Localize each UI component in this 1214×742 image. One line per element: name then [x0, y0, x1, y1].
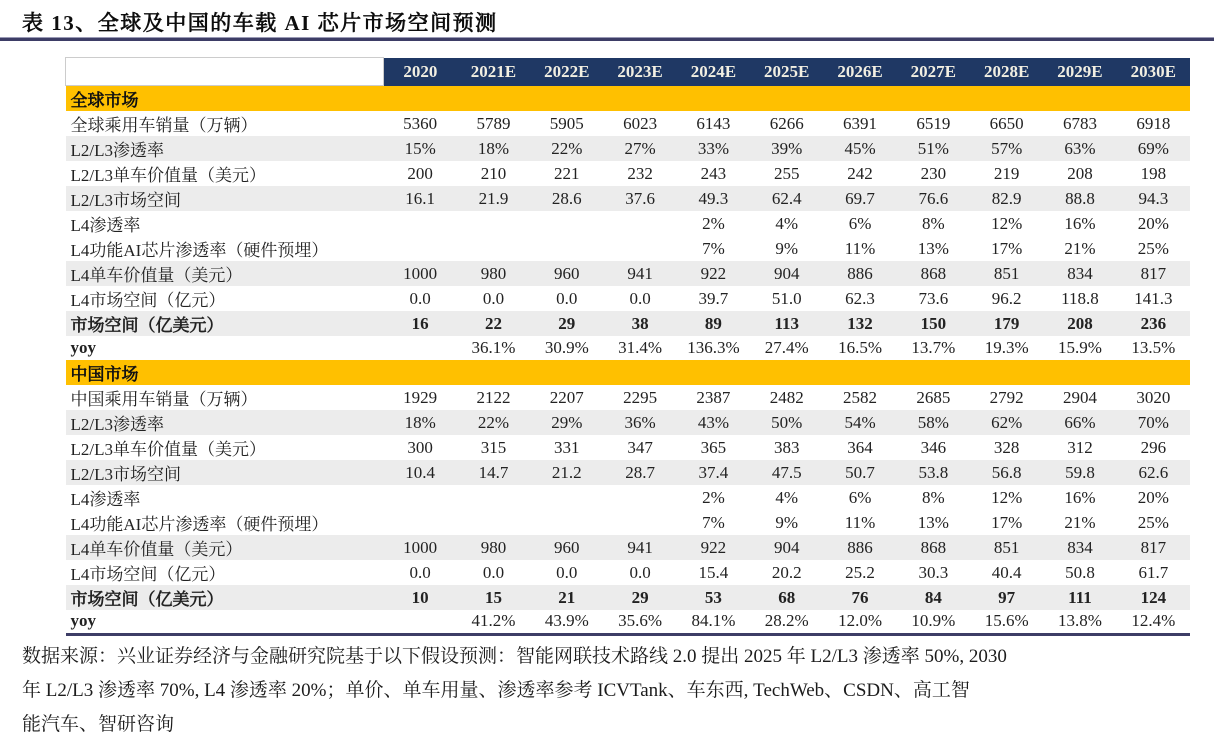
table-row — [66, 286, 1191, 311]
row-label: L4渗透率 — [70, 490, 141, 509]
cell-value: 25% — [1137, 512, 1169, 532]
cell-value: 2482 — [769, 387, 804, 407]
cell-value — [530, 510, 603, 535]
cell-value: 4% — [775, 487, 799, 507]
cell-value: 21.2 — [530, 460, 603, 485]
table-row — [66, 610, 1191, 634]
cell-value: 27% — [603, 136, 676, 161]
section-title: 中国市场 — [66, 360, 1191, 385]
row-label: L4功能AI芯片渗透率（硬件预埋） — [70, 515, 329, 534]
cell-value: 59.8 — [1043, 460, 1116, 485]
row-label: L4单车价值量（美元） — [66, 261, 384, 286]
cell-value: 1000 — [384, 261, 457, 286]
source-line: 能汽车、智研咨询 — [22, 714, 175, 735]
cell-value: 20% — [1137, 213, 1169, 233]
row-label: 全球乘用车销量（万辆） — [70, 116, 258, 135]
cell-value: 25% — [1137, 238, 1169, 258]
cell-value: 28.2% — [764, 611, 809, 631]
cell-value: 2295 — [623, 387, 658, 407]
cell-value: 331 — [554, 437, 580, 457]
cell-value: 8% — [922, 213, 945, 233]
cell-value: 6783 — [1062, 113, 1097, 133]
cell-value: 0.0 — [482, 288, 505, 308]
cell-value: 12.0% — [838, 611, 882, 631]
row-label: L4单车价值量（美元） — [66, 535, 384, 560]
row-label: 市场空间（亿美元） — [66, 585, 384, 610]
table-row — [66, 136, 1191, 161]
table-title: 表 13、全球及中国的车载 AI 芯片市场空间预测 — [22, 11, 498, 35]
cell-value: 29 — [530, 311, 603, 336]
cell-value: 834 — [1043, 535, 1116, 560]
cell-value: 63% — [1043, 136, 1116, 161]
cell-value — [384, 510, 457, 535]
table-row — [66, 111, 1191, 136]
cell-value: 296 — [1140, 437, 1167, 457]
row-label: L2/L3市场空间 — [66, 186, 384, 211]
cell-value: 0.0 — [409, 562, 431, 582]
table-body — [66, 86, 1191, 635]
cell-value: 76 — [823, 585, 896, 610]
source-line: 数据来源：兴业证券经济与金融研究院基于以下假设预测：智能网联技术路线 2.0 提出 2025 年 L2/L3 渗透率 50%, 2030 — [22, 646, 1007, 667]
row-label: 市场空间（亿美元） — [66, 311, 384, 336]
cell-value: 22% — [457, 410, 530, 435]
table-row — [66, 385, 1191, 410]
cell-value: 50% — [750, 410, 823, 435]
cell-value: 236 — [1117, 311, 1190, 336]
row-label: L2/L3渗透率 — [66, 410, 384, 435]
table-row — [66, 585, 1191, 610]
cell-value: 73.6 — [918, 288, 949, 308]
cell-value: 38 — [603, 311, 676, 336]
cell-value: 58% — [897, 410, 970, 435]
cell-value: 16% — [1064, 213, 1096, 233]
row-label: L4市场空间（亿元） — [70, 291, 226, 310]
cell-value: 851 — [970, 535, 1043, 560]
cell-value: 834 — [1043, 261, 1116, 286]
cell-value: 6143 — [696, 113, 731, 133]
cell-value: 2122 — [476, 387, 511, 407]
cell-value: 111 — [1043, 585, 1116, 610]
cell-value — [530, 211, 603, 236]
cell-value: 41.2% — [471, 611, 516, 631]
cell-value: 96.2 — [991, 288, 1022, 308]
cell-value: 0.0 — [556, 562, 578, 582]
cell-value: 25.2 — [845, 562, 875, 582]
cell-value: 904 — [750, 261, 823, 286]
cell-value: 84 — [897, 585, 970, 610]
cell-value: 0.0 — [556, 288, 578, 308]
cell-value: 15.4 — [698, 562, 729, 582]
cell-value: 62.6 — [1117, 460, 1190, 485]
cell-value: 365 — [700, 437, 727, 457]
cell-value: 51.0 — [771, 288, 802, 308]
column-header-2029e: 2029E — [1043, 58, 1116, 86]
title-rule — [0, 37, 1214, 41]
cell-value: 10.4 — [384, 460, 457, 485]
cell-value: 12% — [991, 213, 1023, 233]
cell-value — [457, 236, 530, 261]
row-label: L4功能AI芯片渗透率（硬件预埋） — [70, 241, 329, 260]
cell-value: 6391 — [843, 113, 878, 133]
cell-value: 20% — [1137, 487, 1169, 507]
cell-value: 980 — [457, 261, 530, 286]
table-row — [66, 311, 1191, 336]
cell-value: 62% — [970, 410, 1043, 435]
cell-value: 37.6 — [603, 186, 676, 211]
cell-value: 14.7 — [457, 460, 530, 485]
cell-value: 960 — [530, 261, 603, 286]
cell-value: 941 — [603, 535, 676, 560]
cell-value: 22% — [530, 136, 603, 161]
row-label: yoy — [70, 338, 96, 357]
cell-value: 12.4% — [1131, 611, 1176, 631]
cell-value: 960 — [530, 535, 603, 560]
cell-value: 13.8% — [1058, 611, 1102, 631]
cell-value: 7% — [702, 512, 725, 532]
cell-value: 10.9% — [911, 611, 956, 631]
cell-value: 20.2 — [771, 562, 802, 582]
row-label: L2/L3单车价值量（美元） — [70, 166, 266, 185]
cell-value: 17% — [991, 512, 1023, 532]
cell-value: 11% — [844, 512, 876, 532]
cell-value: 15.6% — [984, 611, 1029, 631]
cell-value: 346 — [920, 437, 947, 457]
cell-value: 13% — [917, 238, 949, 258]
cell-value: 118.8 — [1061, 288, 1099, 308]
row-label: L2/L3市场空间 — [66, 460, 384, 485]
cell-value: 9% — [775, 238, 799, 258]
source-line: 年 L2/L3 渗透率 70%, L4 渗透率 20%；单价、单车用量、渗透率参考 ICVTank、车东西, TechWeb、CSDN、高工智 — [22, 680, 970, 701]
cell-value — [457, 510, 530, 535]
cell-value — [384, 336, 457, 360]
cell-value: 4% — [775, 213, 799, 233]
cell-value: 312 — [1067, 437, 1093, 457]
cell-value: 347 — [627, 437, 653, 457]
cell-value: 886 — [823, 261, 896, 286]
column-header-2027e: 2027E — [897, 58, 970, 86]
cell-value: 35.6% — [618, 611, 663, 631]
cell-value: 200 — [407, 163, 433, 183]
cell-value: 28.7 — [603, 460, 676, 485]
cell-value: 12% — [991, 487, 1023, 507]
cell-value: 54% — [823, 410, 896, 435]
cell-value: 113 — [750, 311, 823, 336]
column-header-2025e: 2025E — [750, 58, 823, 86]
cell-value — [530, 485, 603, 510]
cell-value: 0.0 — [482, 562, 505, 582]
cell-value: 255 — [773, 163, 800, 183]
cell-value: 43% — [677, 410, 750, 435]
cell-value: 84.1% — [691, 611, 736, 631]
cell-value: 886 — [823, 535, 896, 560]
section-header-row — [66, 360, 1191, 385]
cell-value: 980 — [457, 535, 530, 560]
cell-value: 6023 — [623, 113, 658, 133]
cell-value: 2387 — [696, 387, 731, 407]
cell-value — [384, 485, 457, 510]
cell-value: 62.4 — [750, 186, 823, 211]
row-label: L4市场空间（亿元） — [70, 565, 226, 584]
cell-value: 364 — [847, 437, 873, 457]
cell-value: 6519 — [916, 113, 951, 133]
cell-value: 53 — [677, 585, 750, 610]
column-header-2030e: 2030E — [1117, 58, 1190, 86]
row-label: 中国乘用车销量（万辆） — [70, 390, 258, 409]
cell-value: 28.6 — [530, 186, 603, 211]
cell-value — [530, 236, 603, 261]
table-row — [66, 211, 1191, 236]
cell-value: 11% — [844, 238, 876, 258]
cell-value: 66% — [1043, 410, 1116, 435]
cell-value: 70% — [1117, 410, 1190, 435]
cell-value: 922 — [677, 535, 750, 560]
year-header-row — [66, 58, 1191, 86]
table-header — [66, 58, 1191, 86]
column-header-2024e: 2024E — [677, 58, 750, 86]
cell-value: 817 — [1117, 535, 1190, 560]
cell-value: 13% — [917, 512, 949, 532]
cell-value: 2% — [702, 213, 725, 233]
cell-value: 221 — [554, 163, 580, 183]
cell-value: 21% — [1064, 238, 1096, 258]
cell-value: 57% — [970, 136, 1043, 161]
table-row — [66, 435, 1191, 460]
cell-value: 76.6 — [897, 186, 970, 211]
cell-value — [384, 236, 457, 261]
cell-value: 21% — [1064, 512, 1096, 532]
cell-value: 13.7% — [911, 338, 956, 357]
cell-value: 9% — [775, 512, 799, 532]
cell-value: 15 — [457, 585, 530, 610]
cell-value: 868 — [897, 535, 970, 560]
cell-value: 5360 — [403, 113, 438, 133]
cell-value: 817 — [1117, 261, 1190, 286]
cell-value: 851 — [970, 261, 1043, 286]
cell-value: 15.9% — [1058, 338, 1102, 357]
cell-value: 21.9 — [457, 186, 530, 211]
cell-value: 232 — [627, 163, 653, 183]
table-row — [66, 460, 1191, 485]
cell-value — [603, 211, 676, 236]
cell-value: 69.7 — [823, 186, 896, 211]
section-header-row — [66, 86, 1191, 112]
column-header-2026e: 2026E — [823, 58, 896, 86]
cell-value: 150 — [897, 311, 970, 336]
cell-value: 51% — [897, 136, 970, 161]
cell-value: 50.8 — [1065, 562, 1095, 582]
table-row — [66, 236, 1191, 261]
cell-value: 243 — [700, 163, 727, 183]
cell-value: 10 — [384, 585, 457, 610]
forecast-table — [65, 57, 1190, 636]
cell-value: 198 — [1140, 163, 1167, 183]
cell-value: 39% — [750, 136, 823, 161]
cell-value: 868 — [897, 261, 970, 286]
cell-value: 2792 — [989, 387, 1024, 407]
cell-value: 300 — [407, 437, 433, 457]
row-label: yoy — [70, 611, 96, 631]
cell-value: 16.5% — [838, 338, 882, 357]
cell-value: 17% — [991, 238, 1023, 258]
cell-value: 68 — [750, 585, 823, 610]
cell-value: 37.4 — [677, 460, 750, 485]
cell-value — [603, 236, 676, 261]
cell-value: 45% — [823, 136, 896, 161]
cell-value: 36.1% — [471, 338, 516, 357]
cell-value: 53.8 — [897, 460, 970, 485]
row-label: L2/L3渗透率 — [66, 136, 384, 161]
cell-value: 47.5 — [750, 460, 823, 485]
cell-value: 922 — [677, 261, 750, 286]
cell-value: 208 — [1067, 163, 1093, 183]
cell-value: 36% — [603, 410, 676, 435]
cell-value: 7% — [702, 238, 725, 258]
cell-value: 18% — [384, 410, 457, 435]
cell-value: 210 — [480, 163, 507, 183]
cell-value: 315 — [480, 437, 507, 457]
table-row — [66, 336, 1191, 360]
cell-value: 6918 — [1136, 113, 1171, 133]
cell-value: 43.9% — [544, 611, 589, 631]
cell-value: 61.7 — [1138, 562, 1169, 582]
cell-value: 8% — [922, 487, 945, 507]
table-row — [66, 161, 1191, 186]
cell-value — [603, 510, 676, 535]
cell-value: 16% — [1064, 487, 1096, 507]
cell-value: 56.8 — [970, 460, 1043, 485]
cell-value: 1929 — [403, 387, 438, 407]
cell-value: 5905 — [549, 113, 584, 133]
cell-value: 21 — [530, 585, 603, 610]
cell-value: 132 — [823, 311, 896, 336]
cell-value: 0.0 — [629, 562, 651, 582]
cell-value: 2207 — [549, 387, 584, 407]
cell-value: 6% — [848, 487, 872, 507]
cell-value: 124 — [1117, 585, 1190, 610]
cell-value: 328 — [993, 437, 1020, 457]
cell-value: 15% — [384, 136, 457, 161]
cell-value: 16.1 — [384, 186, 457, 211]
table-row — [66, 261, 1191, 286]
cell-value: 30.9% — [544, 338, 589, 357]
table-row — [66, 535, 1191, 560]
cell-value: 2% — [702, 487, 725, 507]
cell-value — [603, 485, 676, 510]
column-header-2023e: 2023E — [603, 58, 676, 86]
cell-value — [457, 211, 530, 236]
cell-value: 50.7 — [823, 460, 896, 485]
cell-value — [384, 211, 457, 236]
table-row — [66, 510, 1191, 535]
cell-value: 16 — [384, 311, 457, 336]
cell-value: 3020 — [1136, 387, 1171, 407]
header-empty-cell — [66, 58, 384, 86]
cell-value: 6266 — [769, 113, 804, 133]
source-note — [22, 640, 1197, 742]
cell-value: 62.3 — [845, 288, 875, 308]
cell-value: 88.8 — [1043, 186, 1116, 211]
cell-value: 941 — [603, 261, 676, 286]
cell-value: 141.3 — [1134, 288, 1173, 308]
cell-value: 1000 — [384, 535, 457, 560]
row-label: L4渗透率 — [70, 216, 141, 235]
row-label: L2/L3单车价值量（美元） — [70, 440, 266, 459]
table-row — [66, 560, 1191, 585]
cell-value: 208 — [1043, 311, 1116, 336]
cell-value: 31.4% — [618, 338, 663, 357]
cell-value: 33% — [677, 136, 750, 161]
cell-value: 69% — [1117, 136, 1190, 161]
cell-value: 49.3 — [677, 186, 750, 211]
cell-value: 22 — [457, 311, 530, 336]
cell-value: 94.3 — [1117, 186, 1190, 211]
column-header-2021e: 2021E — [457, 58, 530, 86]
cell-value: 6650 — [989, 113, 1024, 133]
cell-value: 230 — [920, 163, 947, 183]
cell-value: 179 — [970, 311, 1043, 336]
cell-value: 82.9 — [970, 186, 1043, 211]
cell-value: 5789 — [476, 113, 511, 133]
cell-value: 19.3% — [984, 338, 1029, 357]
section-title: 全球市场 — [66, 86, 1191, 112]
cell-value: 13.5% — [1131, 338, 1176, 357]
cell-value: 0.0 — [409, 288, 431, 308]
cell-value: 29% — [530, 410, 603, 435]
cell-value: 219 — [993, 163, 1020, 183]
cell-value: 27.4% — [764, 338, 809, 357]
column-header-2028e: 2028E — [970, 58, 1043, 86]
cell-value: 242 — [847, 163, 873, 183]
cell-value: 0.0 — [629, 288, 651, 308]
table-row — [66, 485, 1191, 510]
cell-value: 97 — [970, 585, 1043, 610]
cell-value: 2582 — [843, 387, 878, 407]
cell-value: 2904 — [1062, 387, 1097, 407]
column-header-2022e: 2022E — [530, 58, 603, 86]
table-row — [66, 410, 1191, 435]
table-row — [66, 186, 1191, 211]
cell-value: 18% — [457, 136, 530, 161]
cell-value: 30.3 — [918, 562, 949, 582]
cell-value: 136.3% — [687, 338, 740, 357]
cell-value: 904 — [750, 535, 823, 560]
cell-value: 29 — [603, 585, 676, 610]
cell-value — [457, 485, 530, 510]
cell-value — [384, 610, 457, 634]
cell-value: 40.4 — [991, 562, 1022, 582]
cell-value: 39.7 — [698, 288, 729, 308]
cell-value: 383 — [773, 437, 800, 457]
cell-value: 2685 — [916, 387, 951, 407]
cell-value: 6% — [848, 213, 872, 233]
column-header-2020: 2020 — [384, 58, 457, 86]
cell-value: 89 — [677, 311, 750, 336]
